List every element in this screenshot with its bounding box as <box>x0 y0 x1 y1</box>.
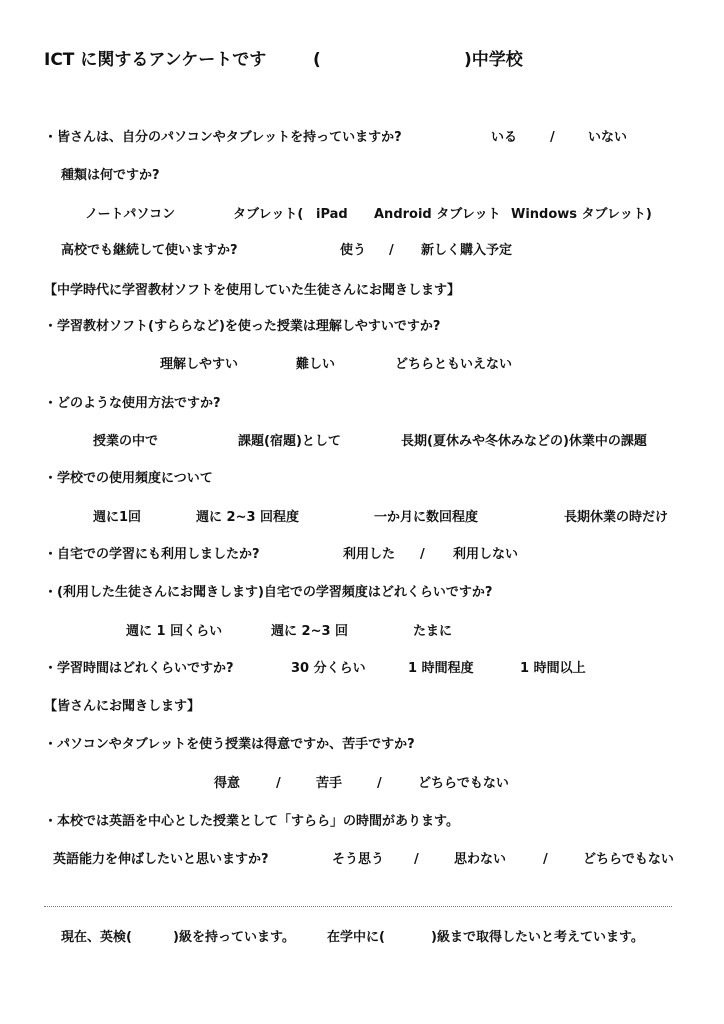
option-in-class[interactable]: 授業の中で <box>93 434 159 449</box>
option-notebook-pc[interactable]: ノートパソコン <box>85 207 176 222</box>
option-1-hour[interactable]: 1 時間程度 <box>408 661 474 676</box>
question-continue-use: 高校でも継続して使いますか? <box>61 243 238 258</box>
question-english-ability: 英語能力を伸ばしたいと思いますか? <box>53 852 269 867</box>
option-separator: / <box>377 776 382 791</box>
option-android-tablet[interactable]: Android タブレット <box>374 207 501 222</box>
option-separator: / <box>276 776 281 791</box>
footer-current-grade-label: 現在、英検( <box>61 930 132 945</box>
option-separator: / <box>420 547 425 562</box>
option-ipad[interactable]: iPad <box>316 207 348 222</box>
option-own-yes[interactable]: いる <box>491 130 518 145</box>
footer-target-grade-suffix: )級まで取得したいと考えています。 <box>431 930 644 945</box>
question-own-device: ・皆さんは、自分のパソコンやタブレットを持っていますか? <box>44 130 402 145</box>
option-easy[interactable]: 理解しやすい <box>160 357 239 372</box>
option-windows-tablet[interactable]: Windows タブレット) <box>511 207 652 222</box>
option-once-weekly[interactable]: 週に1回 <box>93 510 142 525</box>
option-neither[interactable]: どちらともいえない <box>395 357 513 372</box>
option-few-monthly[interactable]: 一か月に数回程度 <box>374 510 479 525</box>
dotted-divider <box>44 906 672 907</box>
option-used[interactable]: 利用した <box>343 547 396 562</box>
section-heading-everyone: 【皆さんにお聞きします】 <box>44 699 201 714</box>
option-2-3-weekly[interactable]: 週に 2~3 回程度 <box>196 510 300 525</box>
question-understanding: ・学習教材ソフト(すららなど)を使った授業は理解しやすいですか? <box>44 319 441 334</box>
option-2-3-weekly-home[interactable]: 週に 2~3 回 <box>271 624 349 639</box>
question-device-type: 種類は何ですか? <box>61 168 160 183</box>
option-30-min[interactable]: 30 分くらい <box>291 661 366 676</box>
option-buy-new[interactable]: 新しく購入予定 <box>421 243 513 258</box>
school-name-open-paren: ( <box>313 50 321 70</box>
option-neither[interactable]: どちらでもない <box>418 776 509 791</box>
option-own-no[interactable]: いない <box>588 130 628 145</box>
option-agree[interactable]: そう思う <box>332 852 385 867</box>
school-name-suffix: )中学校 <box>464 50 523 70</box>
footer-target-grade-label: 在学中に( <box>327 930 385 945</box>
option-neither[interactable]: どちらでもない <box>583 852 674 867</box>
option-separator: / <box>550 130 555 145</box>
option-use[interactable]: 使う <box>340 243 367 258</box>
question-surara-notice: ・本校では英語を中心とした授業として「すらら」の時間があります。 <box>44 814 459 829</box>
option-separator: / <box>389 243 394 258</box>
question-home-frequency: ・(利用した生徒さんにお聞きします)自宅での学習頻度はどれくらいですか? <box>44 585 493 600</box>
option-sometimes[interactable]: たまに <box>413 624 453 639</box>
question-home-use: ・自宅での学習にも利用しましたか? <box>44 547 260 562</box>
option-homework[interactable]: 課題(宿題)として <box>238 434 341 449</box>
option-vacation-assignment[interactable]: 長期(夏休みや冬休みなどの)休業中の課題 <box>401 434 647 449</box>
option-difficult[interactable]: 難しい <box>296 357 336 372</box>
footer-current-grade-suffix: )級を持っています。 <box>173 930 295 945</box>
option-over-1-hour[interactable]: 1 時間以上 <box>520 661 586 676</box>
question-usage-method: ・どのような使用方法ですか? <box>44 396 221 411</box>
option-not-used[interactable]: 利用しない <box>453 547 519 562</box>
option-vacation-only[interactable]: 長期休業の時だけ <box>564 510 669 525</box>
option-tablet[interactable]: タブレット( <box>233 207 304 222</box>
page-title: ICT に関するアンケートです <box>44 50 267 70</box>
option-separator: / <box>543 852 548 867</box>
question-school-frequency: ・学校での使用頻度について <box>44 471 213 486</box>
option-separator: / <box>414 852 419 867</box>
question-study-time: ・学習時間はどれくらいですか? <box>44 661 234 676</box>
option-once-weekly-home[interactable]: 週に 1 回くらい <box>126 624 223 639</box>
option-good-at[interactable]: 得意 <box>214 776 241 791</box>
section-heading-software-users: 【中学時代に学習教材ソフトを使用していた生徒さんにお聞きします】 <box>44 283 461 298</box>
question-skill-level: ・パソコンやタブレットを使う授業は得意ですか、苦手ですか? <box>44 737 415 752</box>
option-disagree[interactable]: 思わない <box>454 852 507 867</box>
option-bad-at[interactable]: 苦手 <box>316 776 343 791</box>
